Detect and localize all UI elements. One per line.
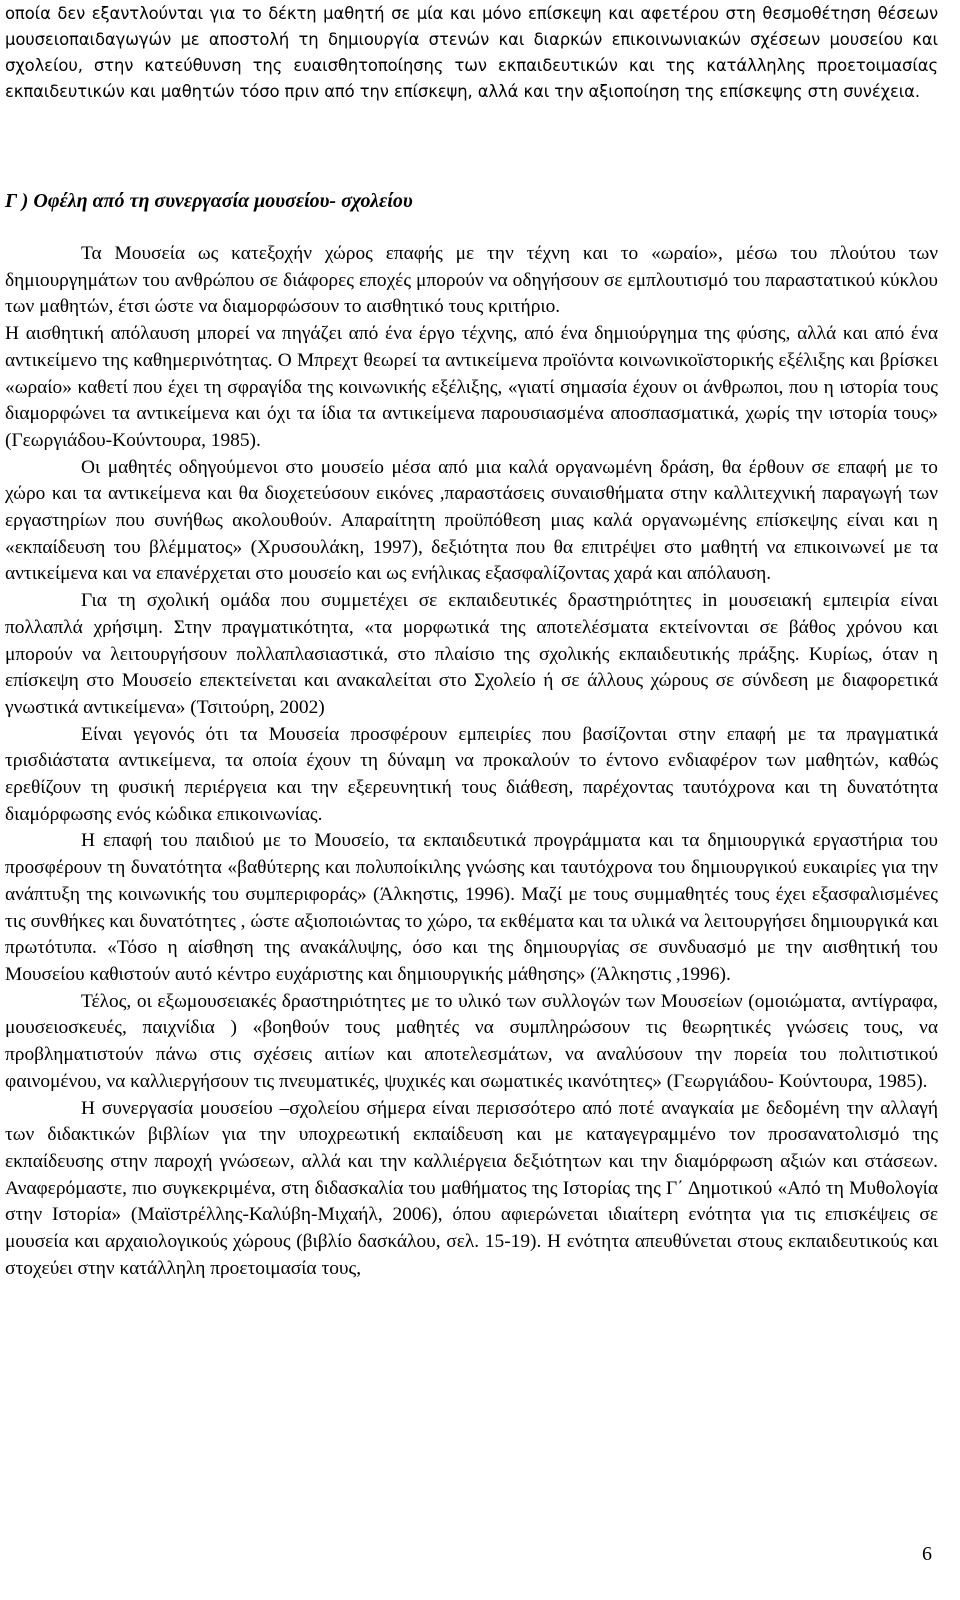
document-page: [5, 0, 938, 1600]
paragraph-outreach-activities: Τέλος, οι εξωμουσειακές δραστηριότητες με το υλικό των συλλογών των Μουσείων (ομοιώματα, αντίγραφα, μουσειοσκευές, παιχνίδια ) «βοηθούν τους μαθητές να συμπληρώσουν τις θεωρητικές γνώσεις τους, να προβληματιστούν πάνω στις σχέσεις αιτίων και αποτελεσμάτων, να αναλύσουν την πορεία του πολιτιστικού φαινομένου, να καλλιεργήσουν τις πνευματικές, ψυχικές και σωματικές ικανότητες» (Γεωργιάδου- Κούντουρα, 1985).: [5, 990, 938, 1092]
page-number: 6: [922, 1543, 932, 1565]
paragraph-real-objects: Είναι γεγονός ότι τα Μουσεία προσφέρουν εμπειρίες που βασίζονται στην επαφή με τα πραγματικά τρισδιάστατα αντικείμενα, τα οποία έχουν τη δύναμη να προκαλούν το έντονο ενδιαφέρον των μαθητών, καθώς ερεθίζουν τη φυσική περιέργεια και την εξερευνητική τους διάθεση, παρέχοντας ταυτόχρονα και τη δυνατότητα διαμόρφωσης ενός κώδικα επικοινωνίας.: [5, 723, 938, 825]
paragraph-aesthetic-pleasure: Η αισθητική απόλαυση μπορεί να πηγάζει από ένα έργο τέχνης, από ένα δημιούργημα της φύσης, αλλά και από ένα αντικείμενο της καθημερινότητας. Ο Μπρεχτ θεωρεί τα αντικείμενα προϊόντα κοινωνικοϊστορικής εξέλιξης και βρίσκει «ωραίο» καθετί που έχει τη σφραγίδα της κοινωνικής εξέλιξης, «γιατί σημασία έχουν οι άνθρωποι, που η ιστορία τους διαμορφώνει τα αντικείμενα και όχι τα ίδια τα αντικείμενα παρουσιασμένα αποσπασματικά, χωρίς την ιστορία τους» (Γεωργιάδου-Κούντουρα, 1985).: [5, 323, 938, 451]
paragraph-school-group: Για τη σχολική ομάδα που συμμετέχει σε εκπαιδευτικές δραστηριότητες in μουσειακή εμπειρία είναι πολλαπλά χρήσιμη. Στην πραγματικότητα, «τα μορφωτικά της αποτελέσματα εκτείνονται σε βάθος χρόνου και μπορούν να λειτουργήσουν πολλαπλασιαστικά, στο πλαίσιο της σχολικής εκπαιδευτικής πράξης. Κυρίως, όταν η επίσκεψη στο Μουσείο επεκτείνεται και ανακαλείται στο Σχολείο ή σε άλλους χώρους σε σύνδεση με διαφορετικά γνωστικά αντικείμενα» (Τσιτούρη, 2002): [5, 590, 938, 718]
intro-paragraph: οποία δεν εξαντλούνται για το δέκτη μαθητή σε μία και μόνο επίσκεψη και αφετέρου στη θεσμοθέτηση θέσεων μουσειοπαιδαγωγών με αποστολή τη δημιουργία στενών και διαρκών επικοινωνιακών σχέσεων μουσείου και σχολείου, στην κατεύθυνση της ευαισθητοποίησης των εκπαιδευτικών και της κατάλληλης προετοιμασίας εκπαιδευτικών και μαθητών τόσο πριν από την επίσκεψη, αλλά και την αξιοποίηση της επίσκεψης στη συνέχεια.: [5, 4, 938, 101]
paragraph-students-museum: Οι μαθητές οδηγούμενοι στο μουσείο μέσα από μια καλά οργανωμένη δράση, θα έρθουν σε επαφή με το χώρο και τα αντικείμενα και θα διοχετεύσουν εικόνες ,παραστάσεις συναισθήματα στην καλλιτεχνική παραγωγή των εργαστηρίων που συνήθως ακολουθούν. Απαραίτητη προϋπόθεση μιας καλά οργανωμένης επίσκεψης είναι και η «εκπαίδευση του βλέμματος» (Χρυσουλάκη, 1997), δεξιότητα που θα επιτρέψει στο μαθητή να επικοινωνεί με τα αντικείμενα και να επανέρχεται στο μουσείο και ως ενήλικας εξασφαλίζοντας χαρά και απόλαυση.: [5, 456, 938, 585]
paragraph-museums-art: Τα Μουσεία ως κατεξοχήν χώρος επαφής με την τέχνη και το «ωραίο», μέσω του πλούτου των δημιουργημάτων του ανθρώπου σε διάφορες εποχές μπορούν να οδηγήσουν σε εμπλουτισμό του παραστατικού κύκλου των μαθητών, έτσι ώστε να διαμορφώσουν το αισθητικό τους κριτήριο.: [5, 243, 938, 318]
paragraph-child-contact: Η επαφή του παιδιού με το Μουσείο, τα εκπαιδευτικά προγράμματα και τα δημιουργικά εργαστήρια του προσφέρουν τη δυνατότητα «βαθύτερης και πολυποίκιλης γνώσης και ταυτόχρονα του δημιουργικού ευκαιρίες για την ανάπτυξη της κοινωνικής του συμπεριφοράς» (Άλκηστις, 1996). Μαζί με τους συμμαθητές τους έχει εξασφαλισμένες τις συνθήκες και δυνατότητες , ώστε αξιοποιώντας το χώρο, τα εκθέματα και τα υλικά να λειτουργήσει δημιουργικά και πρωτότυπα. «Τόσο η αίσθηση της ανακάλυψης, όσο και της δημιουργίας σε συνδυασμό με την αισθητική του Μουσείου καθιστούν αυτό κέντρο ευχάριστης και δημιουργικής μάθησης» (Άλκηστις ,1996).: [5, 830, 938, 985]
paragraph-museum-school-cooperation: Η συνεργασία μουσείου –σχολείου σήμερα είναι περισσότερο από ποτέ αναγκαία με δεδομένη την αλλαγή των διδακτικών βιβλίων για την υποχρεωτική εκπαίδευση και με καταγεγραμμένο τον προσανατολισμό της εκπαίδευσης στην παροχή γνώσεων, αλλά και την καλλιέργεια δεξιότητων και την διαμόρφωση αξιών και στάσεων. Αναφερόμαστε, πιο συγκεκριμένα, στη διδασκαλία του μαθήματος της Ιστορίας της Γ΄ Δημοτικού «Από τη Μυθολογία στην Ιστορία» (Μαϊστρέλλης-Καλύβη-Μιχαήλ, 2006), όπου αφιερώνεται ιδιαίτερη ενότητα για τις επισκέψεις σε μουσεία και αρχαιολογικούς χώρους (βιβλίο δασκάλου, σελ. 15-19). Η ενότητα απευθύνεται στους εκπαιδευτικούς και στοχεύει στην κατάλληλη προετοιμασία τους,: [5, 1097, 938, 1279]
section-heading: Γ ) Οφέλη από τη συνεργασία μουσείου- σχολείου: [5, 190, 413, 212]
section-body: [5, 241, 938, 1282]
